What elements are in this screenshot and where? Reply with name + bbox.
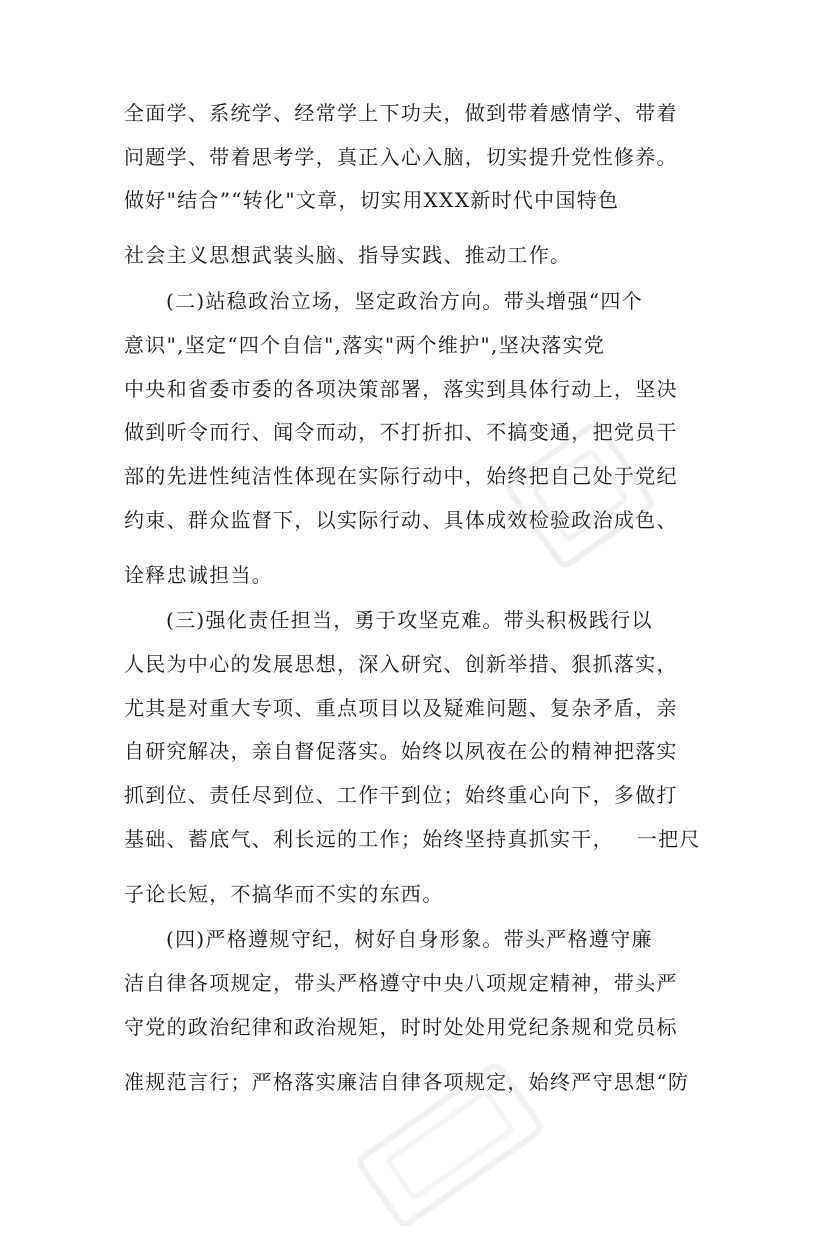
text-line: 意识",坚定“四个自信",落实"两个维护",坚决落实党 [124, 333, 606, 357]
text-line: 诠释忠诚担当。 [124, 563, 274, 587]
text-line: 做好"结合”“转化"文章，切实用XXX新时代中国特色 [124, 188, 620, 212]
text-line: 部的先进性纯洁性体现在实际行动中，始终把自己处于党纪 [124, 464, 678, 488]
text-line: 问题学、带着思考学，真正入心入脑，切实提升党性修养。 [124, 145, 678, 169]
text-line: 准规范言行；严格落实廉洁自律各项规定，始终严守思想“防 [124, 1070, 690, 1094]
text-line: 尤其是对重大专项、重点项目以及疑难问题、复杂矛盾，亲 [124, 696, 678, 720]
text-line: 人民为中心的发展思想，深入研究、创新举措、狠抓落实， [124, 652, 678, 676]
text-line: 中央和省委市委的各项决策部署，落实到具体行动上，坚决 [124, 377, 678, 401]
paragraph-start-line: (二)站稳政治立场，坚定政治方向。带头增强“四个 [166, 289, 644, 313]
text-line: 约束、群众监督下，以实际行动、具体成效检验政治成色、 [124, 508, 678, 532]
text-line: 洁自律各项规定，带头严格遵守中央八项规定精神，带头严 [124, 971, 678, 995]
paragraph-start-line: (三)强化责任担当，勇于攻坚克难。带头积极践行以 [166, 608, 653, 632]
text-line: 做到听令而行、闻令而动，不打折扣、不搞变通，把党员干 [124, 420, 678, 444]
text-line: 守党的政治纪律和政治规矩，时时处处用党纪条规和党员标 [124, 1015, 678, 1039]
text-line: 抓到位、责任尽到位、工作干到位；始终重心向下，多做打 [124, 783, 678, 807]
text-line: 社会主义思想武装头脑、指导实践、推动工作。 [124, 243, 572, 267]
text-line: 子论长短，不搞华而不实的东西。 [124, 882, 444, 906]
text-line: 基础、蓄底气、利长远的工作；始终坚持真抓实干， 一把尺 [124, 827, 701, 851]
text-line: 自研究解决，亲自督促落实。始终以夙夜在公的精神把落实 [124, 739, 678, 763]
paragraph-start-line: (四)严格遵规守纪，树好自身形象。带头严格遵守廉 [166, 927, 653, 951]
text-line: 全面学、系统学、经常学上下功夫，做到带着感情学、带着 [124, 101, 678, 125]
